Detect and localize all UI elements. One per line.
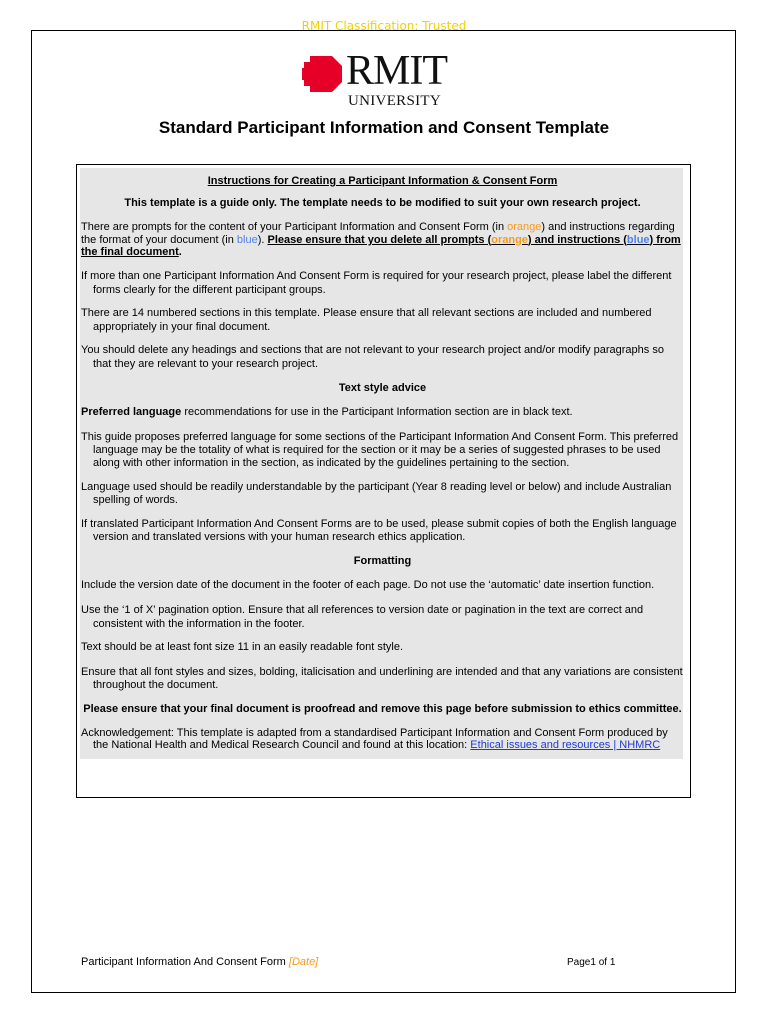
logo-subword: UNIVERSITY [348,93,441,109]
classification-label: RMIT Classification: Trusted [301,19,467,33]
bullet-guide-proposes [81,431,684,470]
bullet-text: Ensure that all font styles and sizes, bolding, italicisation and underlining are intended and that any variations are consistent throughout the document. [81,665,683,692]
blue-word: blue [626,233,650,246]
bullet-text: recommendations for use in the Participant Information section are in black text. [181,406,573,419]
warning-text: ) and instructions ( [527,233,627,246]
bullet-text: Include the version date of the document in the footer of each page. Do not use the ‘automatic’ date insertion function. [81,579,655,592]
warning-text: ) from the final document [81,233,681,259]
bullet-text: There are prompts for the content of your Participant Information and Consent Form (in [81,221,508,234]
formatting-heading: Formatting [353,554,412,567]
bullet-pagination [81,604,684,630]
bullet-translated-forms [81,518,684,544]
blue-word: blue [236,233,258,246]
bullet-text: Text should be at least font size 11 in an easily readable font style. [81,641,404,654]
instructions-heading: Instructions for Creating a Participant Information & Consent Form [207,175,558,187]
bullet-version-date [81,579,684,593]
bullet-font-styles [81,666,684,692]
bullet-text: ) and instructions regarding the format of your document (in [81,221,675,246]
preferred-language-label: Preferred language [81,406,182,419]
warning-end: . [178,246,182,259]
proofread-note: Please ensure that your final document is proofread and remove this page before submission to ethics committee. [83,703,682,716]
bullet-numbered-sections [81,307,684,333]
rmit-logo [302,48,462,112]
bullet-text: There are 14 numbered sections in this template. Please ensure that all relevant sections are included and numbered appropriately in your final document. [81,307,652,333]
warning-text: Please ensure that you delete all prompts ( [267,233,492,246]
instructions-edge [684,175,688,760]
orange-word: orange [507,221,542,234]
bullet-text: Language used should be readily understandable by the participant (Year 8 reading level or below) and include Australian spelling of words. [81,480,672,507]
acknowledgement [81,727,684,752]
bullet-text: ). [257,233,268,246]
bullet-multiple-forms [81,270,684,296]
guide-note: This template is a guide only. The template needs to be modified to suit your own research project. [124,196,641,209]
document-title: Standard Participant Information and Consent Template [158,118,610,137]
bullet-font-size [81,641,684,655]
bullet-text: Use the ‘1 of X’ pagination option. Ensure that all references to version date or pagination in the text are correct and consistent with the information in the footer. [81,604,644,630]
text-style-heading: Text style advice [338,381,427,394]
footer-text: Participant Information And Consent Form [81,956,289,968]
bullet-text: If translated Participant Information And Consent Forms are to be used, please submit copies of both the English language version and translated versions with your human research ethics application. [81,517,677,544]
logo-wordmark: RMIT [346,48,447,94]
orange-word: orange [491,233,528,246]
bullet-prompts [81,221,684,259]
rmit-pixel-icon [302,56,342,92]
bullet-readable-language [81,481,684,507]
bullet-text: This guide proposes preferred language for some sections of the Participant Information And Consent Form. This preferred language may be the totality of what is required for the section or it may be a series of suggested phrases to be used along with other information in the section, as indicated by the guidelines pertaining to the section. [81,430,679,469]
instructions-box [76,164,691,798]
bullet-delete-headings [81,344,684,370]
bullet-preferred-language [81,406,684,420]
footer-page-number: Page1 of 1 [567,957,616,968]
bullet-text: If more than one Participant Information And Consent Form is required for your research project, please label the different forms clearly for the different participant groups. [81,269,672,296]
instructions-content [81,175,684,752]
footer-form-name [81,956,318,968]
bullet-text: You should delete any headings and sections that are not relevant to your research project and/or modify paragraphs so that they are relevant to your research project. [81,344,664,370]
acknowledgement-text: Acknowledgement: This template is adapted from a standardised Participant Information and Consent Form produced by the National Health and Medical Research Council and found at this location: [81,726,668,752]
nhmrc-link[interactable]: Ethical issues and resources | NHMRC [470,739,661,752]
footer-date-placeholder: [Date] [288,956,319,968]
